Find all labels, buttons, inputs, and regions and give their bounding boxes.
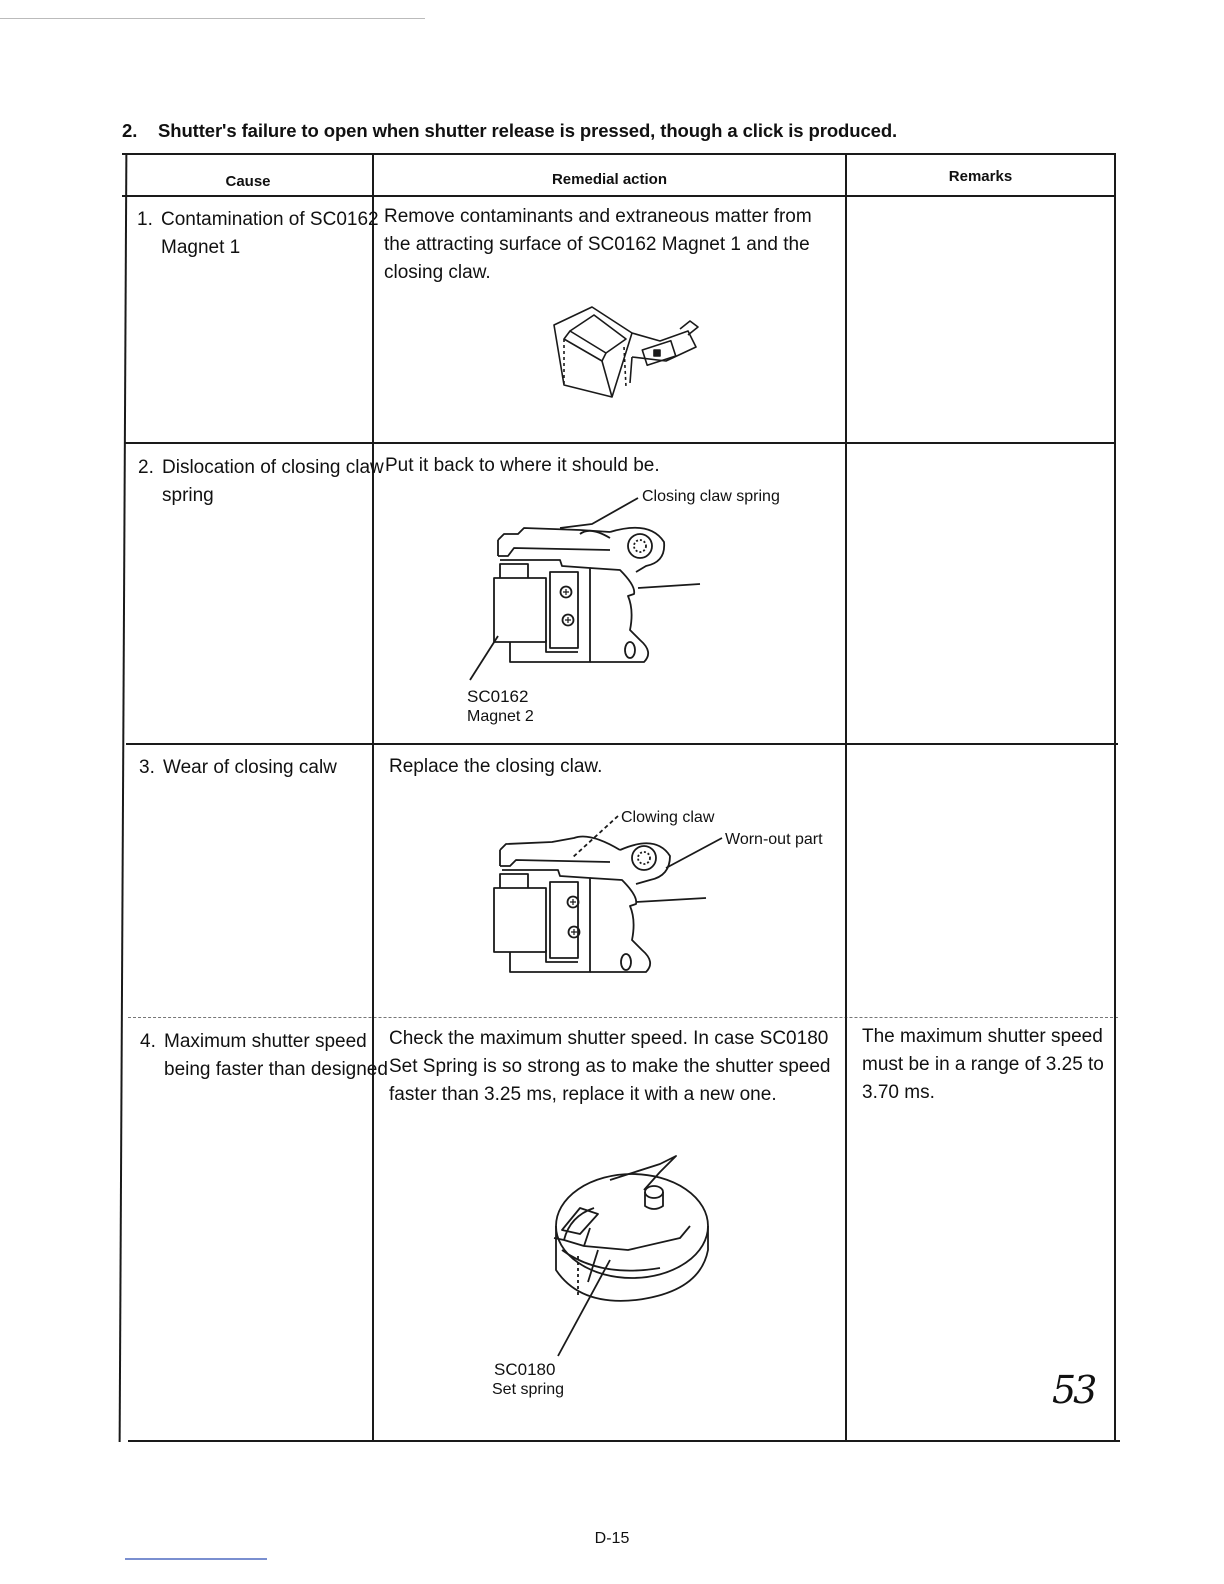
row-divider-3 xyxy=(128,1017,1118,1018)
table-border-top xyxy=(122,153,1115,155)
section-number: 2. xyxy=(122,120,138,141)
handwritten-page-mark: 53 xyxy=(1052,1368,1095,1412)
header-cause: Cause xyxy=(225,173,271,190)
set-spring-illustration xyxy=(540,1150,730,1365)
row-divider-1 xyxy=(124,442,1116,444)
row-1-remedy: Remove contaminants and extraneous matter from the attracting surface of SC0162 Magnet 1 and the closing claw. xyxy=(384,206,812,283)
header-divider xyxy=(122,195,1115,197)
table-border-left xyxy=(119,153,127,1442)
clowing-claw-label: Clowing claw xyxy=(621,809,715,826)
row-2-remedy: Put it back to where it should be. xyxy=(385,455,660,476)
column-divider-1 xyxy=(372,153,374,1442)
header-remedy: Remedial action xyxy=(551,171,668,188)
page-number: D-15 xyxy=(594,1530,630,1547)
row-3-cause: 3. Wear of closing calw xyxy=(139,757,337,778)
row-4-cause: 4. Maximum shutter speed being faster than designed xyxy=(140,1031,388,1080)
section-title: Shutter's failure to open when shutter release is pressed, though a click is produced. xyxy=(158,120,898,141)
table-border-bottom xyxy=(128,1440,1120,1442)
row-2-cause: 2. Dislocation of closing claw spring xyxy=(138,457,384,506)
closing-claw-spring-diagram xyxy=(460,490,710,690)
column-divider-2 xyxy=(845,153,847,1442)
row-1-cause: 1. Contamination of SC0162 Magnet 1 xyxy=(137,209,379,258)
closing-claw-wear-diagram xyxy=(460,810,740,990)
sc0162-code-label: SC0162 xyxy=(467,687,529,706)
row-4-remedy: Check the maximum shutter speed. In case SC0180 Set Spring is so strong as to make the shutter speed faster than 3.25 ms, replace it with a new one. xyxy=(389,1028,831,1105)
row-divider-2 xyxy=(126,743,1118,745)
row-3-remedy: Replace the closing claw. xyxy=(389,756,603,777)
header-remarks: Remarks xyxy=(948,168,1013,185)
magnet-2-label: Magnet 2 xyxy=(467,708,534,725)
worn-out-part-label: Worn-out part xyxy=(725,831,823,848)
sc0180-code-label: SC0180 xyxy=(494,1360,556,1379)
magnet-1-illustration xyxy=(540,295,710,405)
row-4-remarks: The maximum shutter speed must be in a range of 3.25 to 3.70 ms. xyxy=(862,1026,1104,1103)
bottom-rule xyxy=(125,1558,267,1560)
table-border-right xyxy=(1114,153,1116,1442)
set-spring-label: Set spring xyxy=(492,1381,565,1398)
closing-claw-spring-label: Closing claw spring xyxy=(642,488,780,505)
